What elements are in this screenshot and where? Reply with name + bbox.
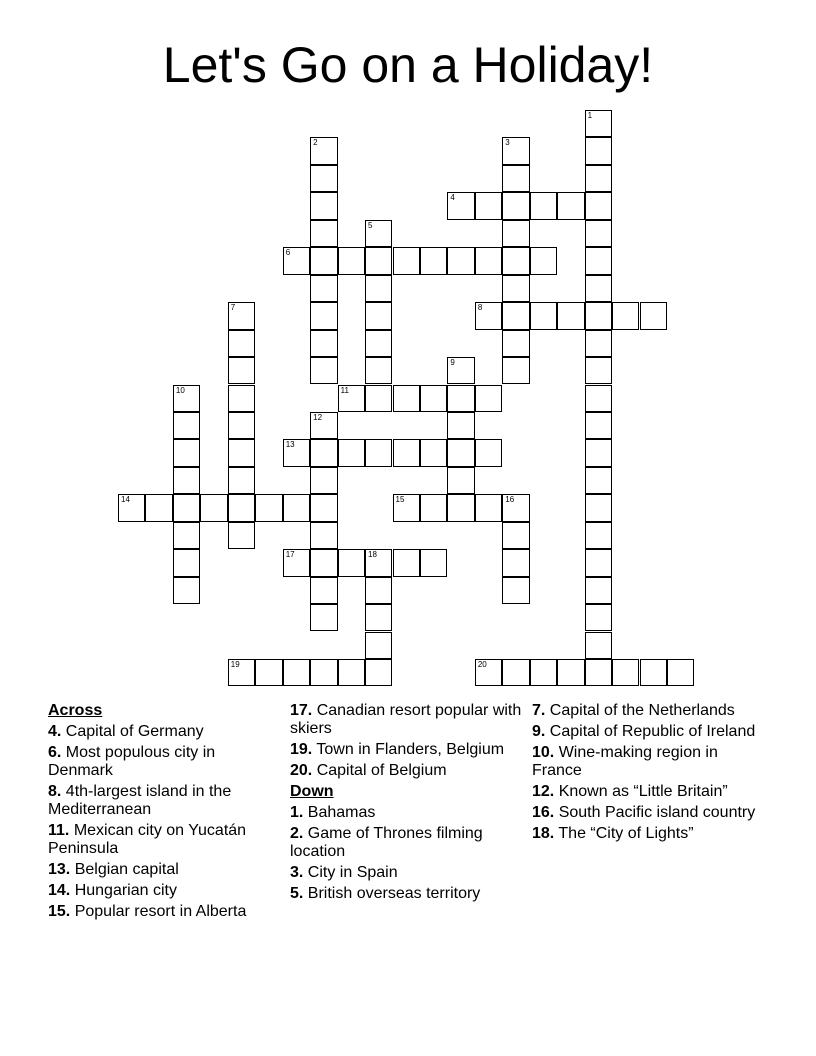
grid-cell[interactable] (585, 604, 612, 631)
grid-cell[interactable] (283, 659, 310, 686)
grid-cell[interactable] (475, 385, 502, 412)
clue-item-text: Mexican city on Yucatán Peninsula (48, 822, 247, 857)
grid-cell[interactable] (228, 357, 255, 384)
grid-cell[interactable] (365, 357, 392, 384)
grid-cell[interactable] (310, 659, 337, 686)
grid-cell[interactable] (585, 137, 612, 164)
clue-item-text: Capital of Republic of Ireland (549, 723, 756, 740)
clue-item (48, 861, 280, 879)
clue-number: 10 (175, 385, 185, 395)
clue-number: 5 (368, 220, 373, 230)
grid-cell[interactable] (640, 659, 667, 686)
grid-cell[interactable] (447, 385, 474, 412)
grid-cell[interactable] (502, 330, 529, 357)
grid-cell[interactable] (475, 439, 502, 466)
grid-cell[interactable] (283, 494, 310, 521)
grid-cell[interactable] (365, 577, 392, 604)
clue-item (290, 741, 522, 759)
grid-cell[interactable] (447, 192, 474, 219)
grid-cell[interactable] (310, 604, 337, 631)
clue-item-text: Wine-making region in France (532, 744, 718, 779)
grid-cell[interactable] (612, 302, 639, 329)
grid-cell[interactable] (585, 247, 612, 274)
grid-cell[interactable] (612, 659, 639, 686)
grid-cell[interactable] (393, 385, 420, 412)
clue-number: 9 (450, 358, 455, 368)
grid-cell[interactable] (310, 165, 337, 192)
grid-cell[interactable] (365, 220, 392, 247)
grid-cell[interactable] (447, 357, 474, 384)
grid-cell[interactable] (310, 247, 337, 274)
clue-item-text: Game of Thrones filming location (290, 825, 483, 860)
grid-cell[interactable] (365, 659, 392, 686)
grid-cell[interactable] (200, 494, 227, 521)
clue-item (48, 723, 280, 741)
grid-cell[interactable] (118, 494, 145, 521)
grid-cell[interactable] (585, 412, 612, 439)
clue-item-text: Bahamas (307, 804, 376, 821)
clue-item-number: 2. (290, 825, 304, 842)
grid-cell[interactable] (585, 577, 612, 604)
clue-item-text: Belgian capital (74, 861, 179, 878)
grid-cell[interactable] (365, 302, 392, 329)
grid-cell[interactable] (475, 192, 502, 219)
grid-cell[interactable] (310, 467, 337, 494)
clue-item-number: 11. (48, 822, 70, 839)
clue-item-number: 3. (290, 864, 304, 881)
grid-cell[interactable] (585, 275, 612, 302)
clue-item (290, 864, 522, 882)
grid-cell[interactable] (502, 192, 529, 219)
grid-cell[interactable] (557, 192, 584, 219)
grid-cell[interactable] (447, 494, 474, 521)
grid-cell[interactable] (420, 494, 447, 521)
grid-cell[interactable] (667, 659, 694, 686)
grid-cell[interactable] (420, 439, 447, 466)
grid-cell[interactable] (585, 385, 612, 412)
grid-cell[interactable] (585, 192, 612, 219)
grid-cell[interactable] (502, 659, 529, 686)
clue-item (290, 804, 522, 822)
grid-cell[interactable] (420, 385, 447, 412)
grid-cell[interactable] (228, 412, 255, 439)
grid-cell[interactable] (173, 467, 200, 494)
clue-number: 1 (587, 111, 593, 120)
grid-cell[interactable] (228, 494, 255, 521)
grid-cell[interactable] (310, 302, 337, 329)
grid-cell[interactable] (310, 412, 337, 439)
clue-item-text: Capital of the Netherlands (549, 702, 735, 719)
clue-item-text: Capital of Germany (65, 723, 204, 740)
clue-item (48, 822, 280, 858)
grid-cell[interactable] (310, 357, 337, 384)
grid-cell[interactable] (310, 275, 337, 302)
grid-cell[interactable] (255, 659, 282, 686)
clue-item (532, 804, 764, 822)
grid-cell[interactable] (310, 220, 337, 247)
grid-cell[interactable] (338, 385, 365, 412)
clue-item (532, 702, 764, 720)
clue-item (532, 744, 764, 780)
grid-cell[interactable] (255, 494, 282, 521)
grid-cell[interactable] (447, 439, 474, 466)
grid-cell[interactable] (228, 522, 255, 549)
grid-cell[interactable] (228, 467, 255, 494)
grid-cell[interactable] (557, 659, 584, 686)
grid-cell[interactable] (502, 165, 529, 192)
puzzle-title: Let's Go on a Holiday! (162, 37, 654, 93)
grid-cell[interactable] (447, 412, 474, 439)
grid-cell[interactable] (365, 330, 392, 357)
grid-cell[interactable] (585, 467, 612, 494)
grid-cell[interactable] (310, 137, 337, 164)
grid-cell[interactable] (475, 494, 502, 521)
grid-cell[interactable] (585, 110, 612, 137)
grid-cell[interactable] (283, 549, 310, 576)
grid-cell[interactable] (365, 385, 392, 412)
grid-cell[interactable] (585, 330, 612, 357)
clue-item-text: Known as “Little Britain” (558, 783, 728, 800)
clue-item-number: 13. (48, 861, 71, 878)
grid-cell[interactable] (585, 302, 612, 329)
grid-cell[interactable] (502, 522, 529, 549)
clue-number: 17 (285, 550, 295, 560)
clue-number: 16 (505, 495, 515, 505)
clue-number: 7 (230, 303, 236, 313)
grid-cell[interactable] (502, 357, 529, 384)
grid-cell[interactable] (447, 247, 474, 274)
grid-cell[interactable] (228, 659, 255, 686)
grid-cell[interactable] (173, 412, 200, 439)
clue-item (290, 702, 522, 738)
clue-item-number: 8. (48, 783, 62, 800)
clue-item-number: 5. (290, 885, 304, 902)
grid-cell[interactable] (502, 247, 529, 274)
grid-cell[interactable] (173, 494, 200, 521)
grid-cell[interactable] (420, 549, 447, 576)
grid-cell[interactable] (502, 302, 529, 329)
grid-cell[interactable] (393, 494, 420, 521)
clue-item-number: 9. (532, 723, 546, 740)
grid-cell[interactable] (585, 165, 612, 192)
grid-cell[interactable] (310, 494, 337, 521)
grid-cell[interactable] (310, 522, 337, 549)
clue-item-text: Canadian resort popular with skiers (290, 702, 522, 737)
grid-cell[interactable] (310, 577, 337, 604)
grid-cell[interactable] (420, 247, 447, 274)
grid-cell[interactable] (173, 439, 200, 466)
grid-cell[interactable] (502, 549, 529, 576)
grid-cell[interactable] (310, 330, 337, 357)
clue-item-number: 6. (48, 744, 62, 761)
grid-cell[interactable] (475, 247, 502, 274)
clue-item-number: 10. (532, 744, 555, 761)
clue-item (532, 825, 764, 843)
grid-cell[interactable] (640, 302, 667, 329)
grid-cell[interactable] (502, 220, 529, 247)
clue-number: 2 (313, 138, 318, 148)
clue-number: 20 (477, 660, 487, 669)
clue-item (290, 885, 522, 903)
grid-cell[interactable] (585, 357, 612, 384)
clue-item (532, 723, 764, 741)
grid-cell[interactable] (502, 577, 529, 604)
grid-cell[interactable] (228, 302, 255, 329)
grid-cell[interactable] (530, 302, 557, 329)
clue-item-number: 20. (290, 762, 313, 779)
grid-cell[interactable] (502, 137, 529, 164)
clue-item-number: 16. (532, 804, 555, 821)
clue-item-number: 7. (532, 702, 546, 719)
clue-item-text: Popular resort in Alberta (74, 903, 247, 920)
clue-item-text: 4th-largest island in the Mediterranean (48, 783, 232, 818)
grid-cell[interactable] (393, 549, 420, 576)
clue-item (532, 783, 764, 801)
grid-cell[interactable] (585, 439, 612, 466)
grid-cell[interactable] (338, 247, 365, 274)
grid-cell[interactable] (365, 247, 392, 274)
clue-item-text: City in Spain (307, 864, 398, 881)
clue-item-text: Hungarian city (74, 882, 177, 899)
clue-item-text: Capital of Belgium (316, 762, 447, 779)
grid-cell[interactable] (530, 247, 557, 274)
clue-item (48, 783, 280, 819)
grid-cell[interactable] (173, 577, 200, 604)
grid-cell[interactable] (393, 439, 420, 466)
clue-number: 15 (395, 495, 405, 505)
grid-cell[interactable] (310, 439, 337, 466)
clue-item-number: 19. (290, 741, 313, 758)
grid-cell[interactable] (502, 275, 529, 302)
clue-item-text: Most populous city in Denmark (48, 744, 216, 779)
clue-item (48, 744, 280, 780)
clue-number: 18 (368, 550, 377, 560)
grid-cell[interactable] (228, 439, 255, 466)
clue-item-number: 17. (290, 702, 313, 719)
clue-number: 11 (340, 385, 349, 395)
grid-cell[interactable] (365, 275, 392, 302)
clue-section-heading: Across (48, 702, 103, 719)
grid-cell[interactable] (585, 632, 612, 659)
grid-cell[interactable] (228, 385, 255, 412)
clue-item-text: South Pacific island country (558, 804, 756, 821)
grid-cell[interactable] (145, 494, 172, 521)
grid-cell[interactable] (310, 192, 337, 219)
grid-cell[interactable] (365, 604, 392, 631)
clue-item-text: Town in Flanders, Belgium (316, 741, 505, 758)
grid-cell[interactable] (393, 247, 420, 274)
clue-section-heading: Down (290, 783, 334, 800)
grid-cell[interactable] (585, 220, 612, 247)
grid-cell[interactable] (502, 494, 529, 521)
grid-cell[interactable] (530, 192, 557, 219)
grid-cell[interactable] (585, 494, 612, 521)
clue-item-number: 4. (48, 723, 62, 740)
clue-number: 12 (313, 412, 323, 422)
grid-cell[interactable] (365, 439, 392, 466)
grid-cell[interactable] (338, 439, 365, 466)
grid-cell[interactable] (173, 549, 200, 576)
grid-cell[interactable] (557, 302, 584, 329)
clue-number: 13 (285, 440, 295, 450)
grid-cell[interactable] (365, 632, 392, 659)
grid-cell[interactable] (338, 659, 365, 686)
grid-cell[interactable] (283, 247, 310, 274)
grid-cell[interactable] (283, 439, 310, 466)
clue-number: 14 (121, 495, 130, 505)
clue-number: 4 (450, 193, 455, 203)
clues-column-1 (48, 702, 280, 924)
grid-cell[interactable] (475, 659, 502, 686)
clue-item (48, 882, 280, 900)
grid-cell[interactable] (530, 659, 557, 686)
grid-cell[interactable] (475, 302, 502, 329)
grid-cell[interactable] (173, 385, 200, 412)
grid-cell[interactable] (338, 549, 365, 576)
grid-cell[interactable] (585, 659, 612, 686)
grid-cell[interactable] (447, 467, 474, 494)
grid-cell[interactable] (228, 330, 255, 357)
clue-item-text: The “City of Lights” (558, 825, 694, 842)
clue-item (290, 825, 522, 861)
clue-item-number: 15. (48, 903, 71, 920)
clue-item-number: 12. (532, 783, 555, 800)
clue-item-number: 14. (48, 882, 71, 899)
grid-cell[interactable] (585, 522, 612, 549)
clue-item-number: 18. (532, 825, 555, 842)
grid-cell[interactable] (585, 549, 612, 576)
clue-number: 6 (285, 248, 291, 258)
grid-cell[interactable] (310, 549, 337, 576)
clues-column-3 (532, 702, 764, 846)
clues-column-2 (290, 702, 522, 906)
clue-item-text: British overseas territory (307, 885, 481, 902)
clue-item-number: 1. (290, 804, 304, 821)
grid-cell[interactable] (173, 522, 200, 549)
clue-number: 3 (505, 138, 510, 148)
clue-number: 8 (477, 303, 483, 313)
clue-number: 19 (230, 660, 240, 669)
grid-cell[interactable] (365, 549, 392, 576)
clue-item (48, 903, 280, 921)
clue-item (290, 762, 522, 780)
